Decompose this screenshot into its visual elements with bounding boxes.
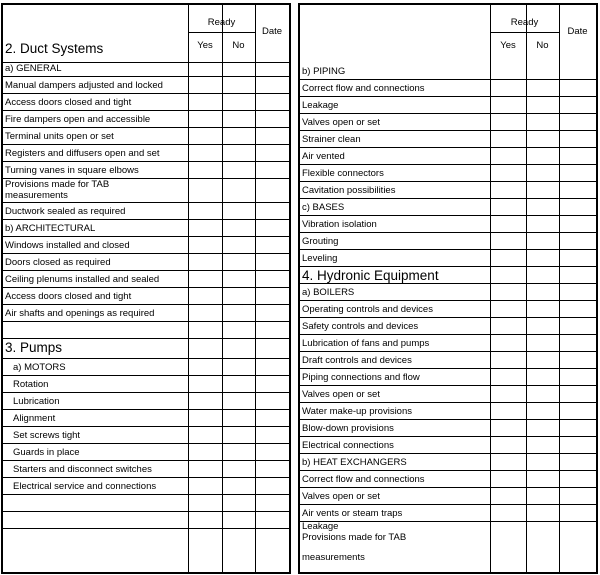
checklist-item-label: Provisions made for TAB bbox=[302, 532, 407, 543]
checklist-item-label: Strainer clean bbox=[302, 134, 361, 145]
checklist-item-label: Flexible connectors bbox=[302, 168, 384, 179]
section-title: 3. Pumps bbox=[5, 340, 63, 355]
checklist-item-label: Set screws tight bbox=[13, 430, 81, 441]
checklist-item-label: Blow-down provisions bbox=[302, 423, 394, 434]
row-divider bbox=[300, 232, 596, 233]
row-divider bbox=[300, 79, 596, 80]
checklist-item-label: Safety controls and devices bbox=[302, 321, 419, 332]
row-divider bbox=[3, 202, 289, 203]
ready-header: Ready bbox=[207, 17, 236, 28]
row-divider bbox=[3, 144, 289, 145]
subsection-label: a) MOTORS bbox=[13, 362, 66, 373]
row-divider bbox=[300, 521, 596, 522]
ready-divider bbox=[490, 32, 559, 33]
checklist-item-label: Manual dampers adjusted and locked bbox=[5, 80, 163, 91]
row-divider bbox=[3, 443, 289, 444]
yes-header: Yes bbox=[197, 40, 213, 51]
row-divider bbox=[3, 338, 289, 339]
row-divider bbox=[3, 219, 289, 220]
right-checklist bbox=[298, 3, 598, 574]
checklist-item-label: Leakage bbox=[302, 521, 339, 532]
checklist-item-label: Operating controls and devices bbox=[302, 304, 433, 315]
row-divider bbox=[3, 93, 289, 94]
checklist-item-label: Air vented bbox=[302, 151, 345, 162]
checklist-item-label: Draft controls and devices bbox=[302, 355, 412, 366]
checklist-item-label: Windows installed and closed bbox=[5, 240, 130, 251]
checklist-item-label: Registers and diffusers open and set bbox=[5, 148, 160, 159]
row-divider bbox=[300, 419, 596, 420]
checklist-item-label: Lubrication bbox=[13, 396, 60, 407]
checklist-item-label: Starters and disconnect switches bbox=[13, 464, 152, 475]
checklist-item-label: Provisions made for TAB measurements bbox=[5, 179, 110, 201]
row-divider bbox=[3, 375, 289, 376]
row-divider bbox=[300, 385, 596, 386]
row-divider bbox=[300, 198, 596, 199]
section-title: 4. Hydronic Equipment bbox=[302, 268, 439, 283]
row-divider bbox=[300, 266, 596, 267]
row-divider bbox=[3, 304, 289, 305]
row-divider bbox=[3, 253, 289, 254]
row-divider bbox=[3, 110, 289, 111]
row-divider bbox=[300, 436, 596, 437]
checklist-item-label: Valves open or set bbox=[302, 389, 380, 400]
section-title: 2. Duct Systems bbox=[5, 41, 104, 56]
column-divider bbox=[255, 5, 256, 572]
row-divider bbox=[3, 127, 289, 128]
checklist-item-label: Lubrication of fans and pumps bbox=[302, 338, 430, 349]
row-divider bbox=[300, 402, 596, 403]
left-checklist bbox=[1, 3, 291, 574]
row-divider bbox=[300, 453, 596, 454]
row-divider bbox=[300, 164, 596, 165]
row-divider bbox=[3, 161, 289, 162]
subsection-label: c) BASES bbox=[302, 202, 345, 213]
checklist-item-label: Doors closed as required bbox=[5, 257, 111, 268]
no-header: No bbox=[232, 40, 245, 51]
checklist-item-label: Electrical connections bbox=[302, 440, 394, 451]
row-divider bbox=[300, 215, 596, 216]
checklist-item-label: Air vents or steam traps bbox=[302, 508, 403, 519]
row-divider bbox=[3, 321, 289, 322]
row-divider bbox=[300, 147, 596, 148]
row-divider bbox=[3, 426, 289, 427]
checklist-item-label: Correct flow and connections bbox=[302, 474, 425, 485]
checklist-item-label: Piping connections and flow bbox=[302, 372, 420, 383]
row-divider bbox=[3, 511, 289, 512]
no-header: No bbox=[536, 40, 549, 51]
row-divider bbox=[300, 249, 596, 250]
row-divider bbox=[3, 460, 289, 461]
checklist-item-label: measurements bbox=[302, 552, 365, 563]
subsection-label: a) BOILERS bbox=[302, 287, 355, 298]
row-divider bbox=[300, 96, 596, 97]
checklist-item-label: Access doors closed and tight bbox=[5, 291, 132, 302]
date-header: Date bbox=[261, 26, 283, 37]
checklist-item-label: Valves open or set bbox=[302, 491, 380, 502]
row-divider bbox=[3, 409, 289, 410]
row-divider bbox=[300, 130, 596, 131]
date-header: Date bbox=[567, 26, 588, 37]
row-divider bbox=[3, 528, 289, 529]
checklist-item-label: Air shafts and openings as required bbox=[5, 308, 155, 319]
row-divider bbox=[300, 283, 596, 284]
row-divider bbox=[300, 351, 596, 352]
row-divider bbox=[300, 470, 596, 471]
checklist-item-label: Turning vanes in square elbows bbox=[5, 165, 139, 176]
checklist-item-label: Alignment bbox=[13, 413, 56, 424]
row-divider bbox=[3, 358, 289, 359]
row-divider bbox=[3, 287, 289, 288]
row-divider bbox=[300, 487, 596, 488]
checklist-item-label: Leveling bbox=[302, 253, 338, 264]
checklist-item-label: Grouting bbox=[302, 236, 339, 247]
row-divider bbox=[300, 368, 596, 369]
row-divider bbox=[300, 317, 596, 318]
checklist-item-label: Ceiling plenums installed and sealed bbox=[5, 274, 160, 285]
yes-header: Yes bbox=[500, 40, 516, 51]
subsection-label: a) GENERAL bbox=[5, 63, 62, 74]
checklist-item-label: Terminal units open or set bbox=[5, 131, 114, 142]
column-divider bbox=[222, 5, 223, 572]
ready-divider bbox=[188, 32, 255, 33]
row-divider bbox=[300, 504, 596, 505]
checklist-item-label: Vibration isolation bbox=[302, 219, 377, 230]
row-divider bbox=[300, 181, 596, 182]
checklist-item-label: Water make-up provisions bbox=[302, 406, 412, 417]
checklist-item-label: Cavitation possibilities bbox=[302, 185, 396, 196]
checklist-item-label: Ductwork sealed as required bbox=[5, 206, 126, 217]
row-divider bbox=[3, 270, 289, 271]
row-divider bbox=[300, 300, 596, 301]
checklist-item-label: Fire dampers open and accessible bbox=[5, 114, 151, 125]
ready-header: Ready bbox=[510, 17, 539, 28]
row-divider bbox=[300, 113, 596, 114]
checklist-item-label: Leakage bbox=[302, 100, 339, 111]
row-divider bbox=[3, 477, 289, 478]
row-divider bbox=[3, 76, 289, 77]
subsection-label: b) PIPING bbox=[302, 66, 346, 77]
checklist-item-label: Electrical service and connections bbox=[13, 481, 157, 492]
checklist-item-label: Rotation bbox=[13, 379, 49, 390]
checklist-item-label: Correct flow and connections bbox=[302, 83, 425, 94]
subsection-label: b) HEAT EXCHANGERS bbox=[302, 457, 407, 468]
row-divider bbox=[3, 392, 289, 393]
column-divider bbox=[188, 5, 189, 572]
checklist-item-label: Guards in place bbox=[13, 447, 80, 458]
row-divider bbox=[300, 334, 596, 335]
checklist-item-label: Valves open or set bbox=[302, 117, 380, 128]
subsection-label: b) ARCHITECTURAL bbox=[5, 223, 96, 234]
checklist-item-label: Access doors closed and tight bbox=[5, 97, 132, 108]
row-divider bbox=[3, 236, 289, 237]
row-divider bbox=[3, 494, 289, 495]
